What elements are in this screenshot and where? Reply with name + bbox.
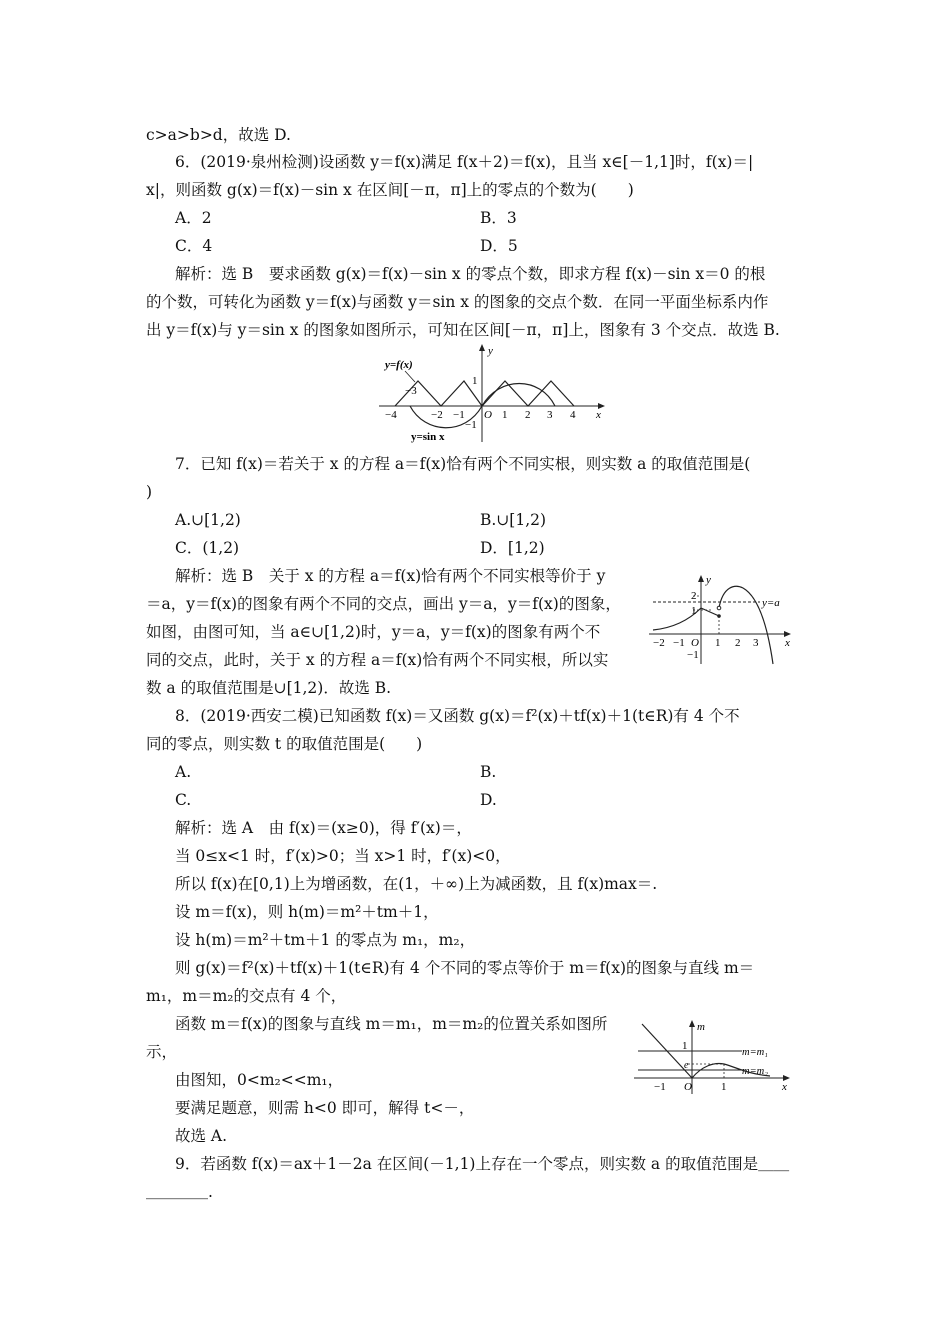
- option-b: B．3: [480, 209, 517, 227]
- option-c: C.: [175, 791, 192, 809]
- option-b: B.: [480, 763, 497, 781]
- figure-y-equals-a-graph: [645, 572, 795, 674]
- x-tick: 1: [715, 637, 721, 649]
- line1-label: m=m₁: [742, 1047, 768, 1058]
- solution-text: 解析：选 B 关于 x 的方程 a＝f(x)恰有两个不同实根等价于 y: [175, 567, 606, 585]
- line-label: y=a: [762, 597, 780, 609]
- origin-label: O: [484, 409, 492, 421]
- figure-m-equals-f-graph: [630, 1018, 798, 1098]
- x-tick: −2: [653, 637, 665, 649]
- x-tick: −4: [385, 409, 397, 421]
- text-line: 所以 f(x)在[0,1)上为增函数，在(1，＋∞)上为减函数，且 f(x)max＝.: [175, 875, 658, 893]
- x-tick: 2: [525, 409, 531, 421]
- x-axis-label: x: [785, 637, 790, 649]
- text-line: 设 h(m)＝m²＋tm＋1 的零点为 m₁，m₂，: [175, 931, 476, 949]
- text-line: 故选 A.: [175, 1127, 228, 1145]
- text-line: 则 g(x)＝f²(x)＋tf(x)＋1(t∈R)有 4 个不同的零点等价于 m＝f(x)的图象与直线 m＝: [175, 959, 755, 977]
- x-tick: 1: [502, 409, 508, 421]
- x-tick: −1: [673, 637, 685, 649]
- y-tick: 2: [691, 590, 697, 602]
- y-tick: e: [684, 1060, 689, 1071]
- option-c: C．(1,2): [175, 539, 240, 557]
- x-tick: 2: [735, 637, 741, 649]
- problem-9-statement: 9．若函数 f(x)＝ax＋1－2a 在区间(－1,1)上存在一个零点，则实数 a 的取值范围是＿＿: [175, 1155, 790, 1173]
- text-line: m₁，m＝m₂的交点有 4 个，: [146, 987, 347, 1005]
- text-line: 由图知，0<m₂<<m₁，: [175, 1071, 344, 1089]
- solution-text: 解析：选 B 要求函数 g(x)＝f(x)－sin x 的零点个数，即求方程 f(x)－sin x＝0 的根: [175, 265, 766, 283]
- label-f: y=f(x): [385, 359, 413, 371]
- x-axis-label: x: [782, 1081, 787, 1093]
- text-line: c>a>b>d，故选 D.: [146, 126, 291, 144]
- y-tick: 1: [682, 1040, 688, 1052]
- option-d: D．[1,2): [480, 539, 545, 557]
- problem-7-statement: 7．已知 f(x)＝若关于 x 的方程 a＝f(x)恰有两个不同实根，则实数 a 的取值范围是(: [175, 455, 751, 473]
- text-line: 要满足题意，则需 h<0 即可，解得 t<－，: [175, 1099, 475, 1117]
- option-d: D.: [480, 791, 497, 809]
- x-tick: −2: [431, 409, 443, 421]
- y-axis-label: y: [706, 574, 711, 586]
- text-line: 示，: [146, 1043, 178, 1061]
- option-a: A.∪[1,2): [175, 511, 241, 529]
- text-line: ＝a，y＝f(x)的图象有两个不同的交点，画出 y＝a，y＝f(x)的图象，: [146, 595, 621, 613]
- y-axis-label: y: [488, 345, 493, 357]
- y-tick: −1: [687, 649, 699, 661]
- text-line: 函数 m＝f(x)的图象与直线 m＝m₁，m＝m₂的位置关系如图所: [175, 1015, 608, 1033]
- text-line: 如图，由图可知，当 a∈∪[1,2)时，y＝a，y＝f(x)的图象有两个不: [146, 623, 601, 641]
- line2-label: m=m₂: [742, 1066, 768, 1077]
- label-sin: y=sin x: [411, 431, 445, 443]
- x-tick: −3: [405, 385, 417, 397]
- text-line: 的个数，可转化为函数 y＝f(x)与函数 y＝sin x 的图象的交点个数．在同一平面坐标系内作: [146, 293, 769, 311]
- text-line: 数 a 的取值范围是∪[1,2)．故选 B.: [146, 679, 392, 697]
- option-a: A．2: [175, 209, 212, 227]
- x-tick: 1: [721, 1081, 727, 1093]
- x-tick: −1: [654, 1081, 666, 1093]
- text-line: x|，则函数 g(x)＝f(x)－sin x 在区间[－π，π]上的零点的个数为( ): [146, 181, 634, 199]
- option-c: C．4: [175, 237, 213, 255]
- option-b: B.∪[1,2): [480, 511, 547, 529]
- figure-f-and-sin-graph: [375, 342, 615, 444]
- text-line: ＿＿＿＿.: [146, 1183, 213, 1201]
- x-tick: 3: [753, 637, 759, 649]
- text-line: 设 m＝f(x)，则 h(m)＝m²＋tm＋1，: [175, 903, 439, 921]
- y-tick: 1: [472, 375, 478, 387]
- text-line: 同的交点，此时，关于 x 的方程 a＝f(x)恰有两个不同实根，所以实: [146, 651, 609, 669]
- solution-text: 解析：选 A 由 f(x)＝(x≥0)，得 f′(x)＝，: [175, 819, 472, 837]
- y-tick: 1: [691, 605, 697, 617]
- y-tick: −1: [465, 419, 477, 431]
- text-line: ): [146, 483, 153, 501]
- origin-label: O: [691, 637, 699, 649]
- text-line: 同的零点，则实数 t 的取值范围是( ): [146, 735, 423, 753]
- x-tick: −1: [453, 409, 465, 421]
- text-line: 当 0≤x<1 时，f′(x)>0；当 x>1 时，f′(x)<0，: [175, 847, 511, 865]
- option-d: D．5: [480, 237, 518, 255]
- x-axis-label: x: [596, 409, 601, 421]
- x-tick: 4: [570, 409, 576, 421]
- problem-6-statement: 6．(2019·泉州检测)设函数 y＝f(x)满足 f(x＋2)＝f(x)，且当 x∈[－1,1]时，f(x)＝|: [175, 153, 754, 171]
- x-tick: 3: [547, 409, 553, 421]
- text-line: 出 y＝f(x)与 y＝sin x 的图象如图所示，可知在区间[－π，π]上，图象有 3 个交点．故选 B.: [146, 321, 780, 339]
- option-a: A.: [175, 763, 192, 781]
- origin-label: O: [684, 1081, 692, 1093]
- y-axis-label: m: [697, 1021, 705, 1033]
- problem-8-statement: 8．(2019·西安二模)已知函数 f(x)＝又函数 g(x)＝f²(x)＋tf(x)＋1(t∈R)有 4 个不: [175, 707, 740, 725]
